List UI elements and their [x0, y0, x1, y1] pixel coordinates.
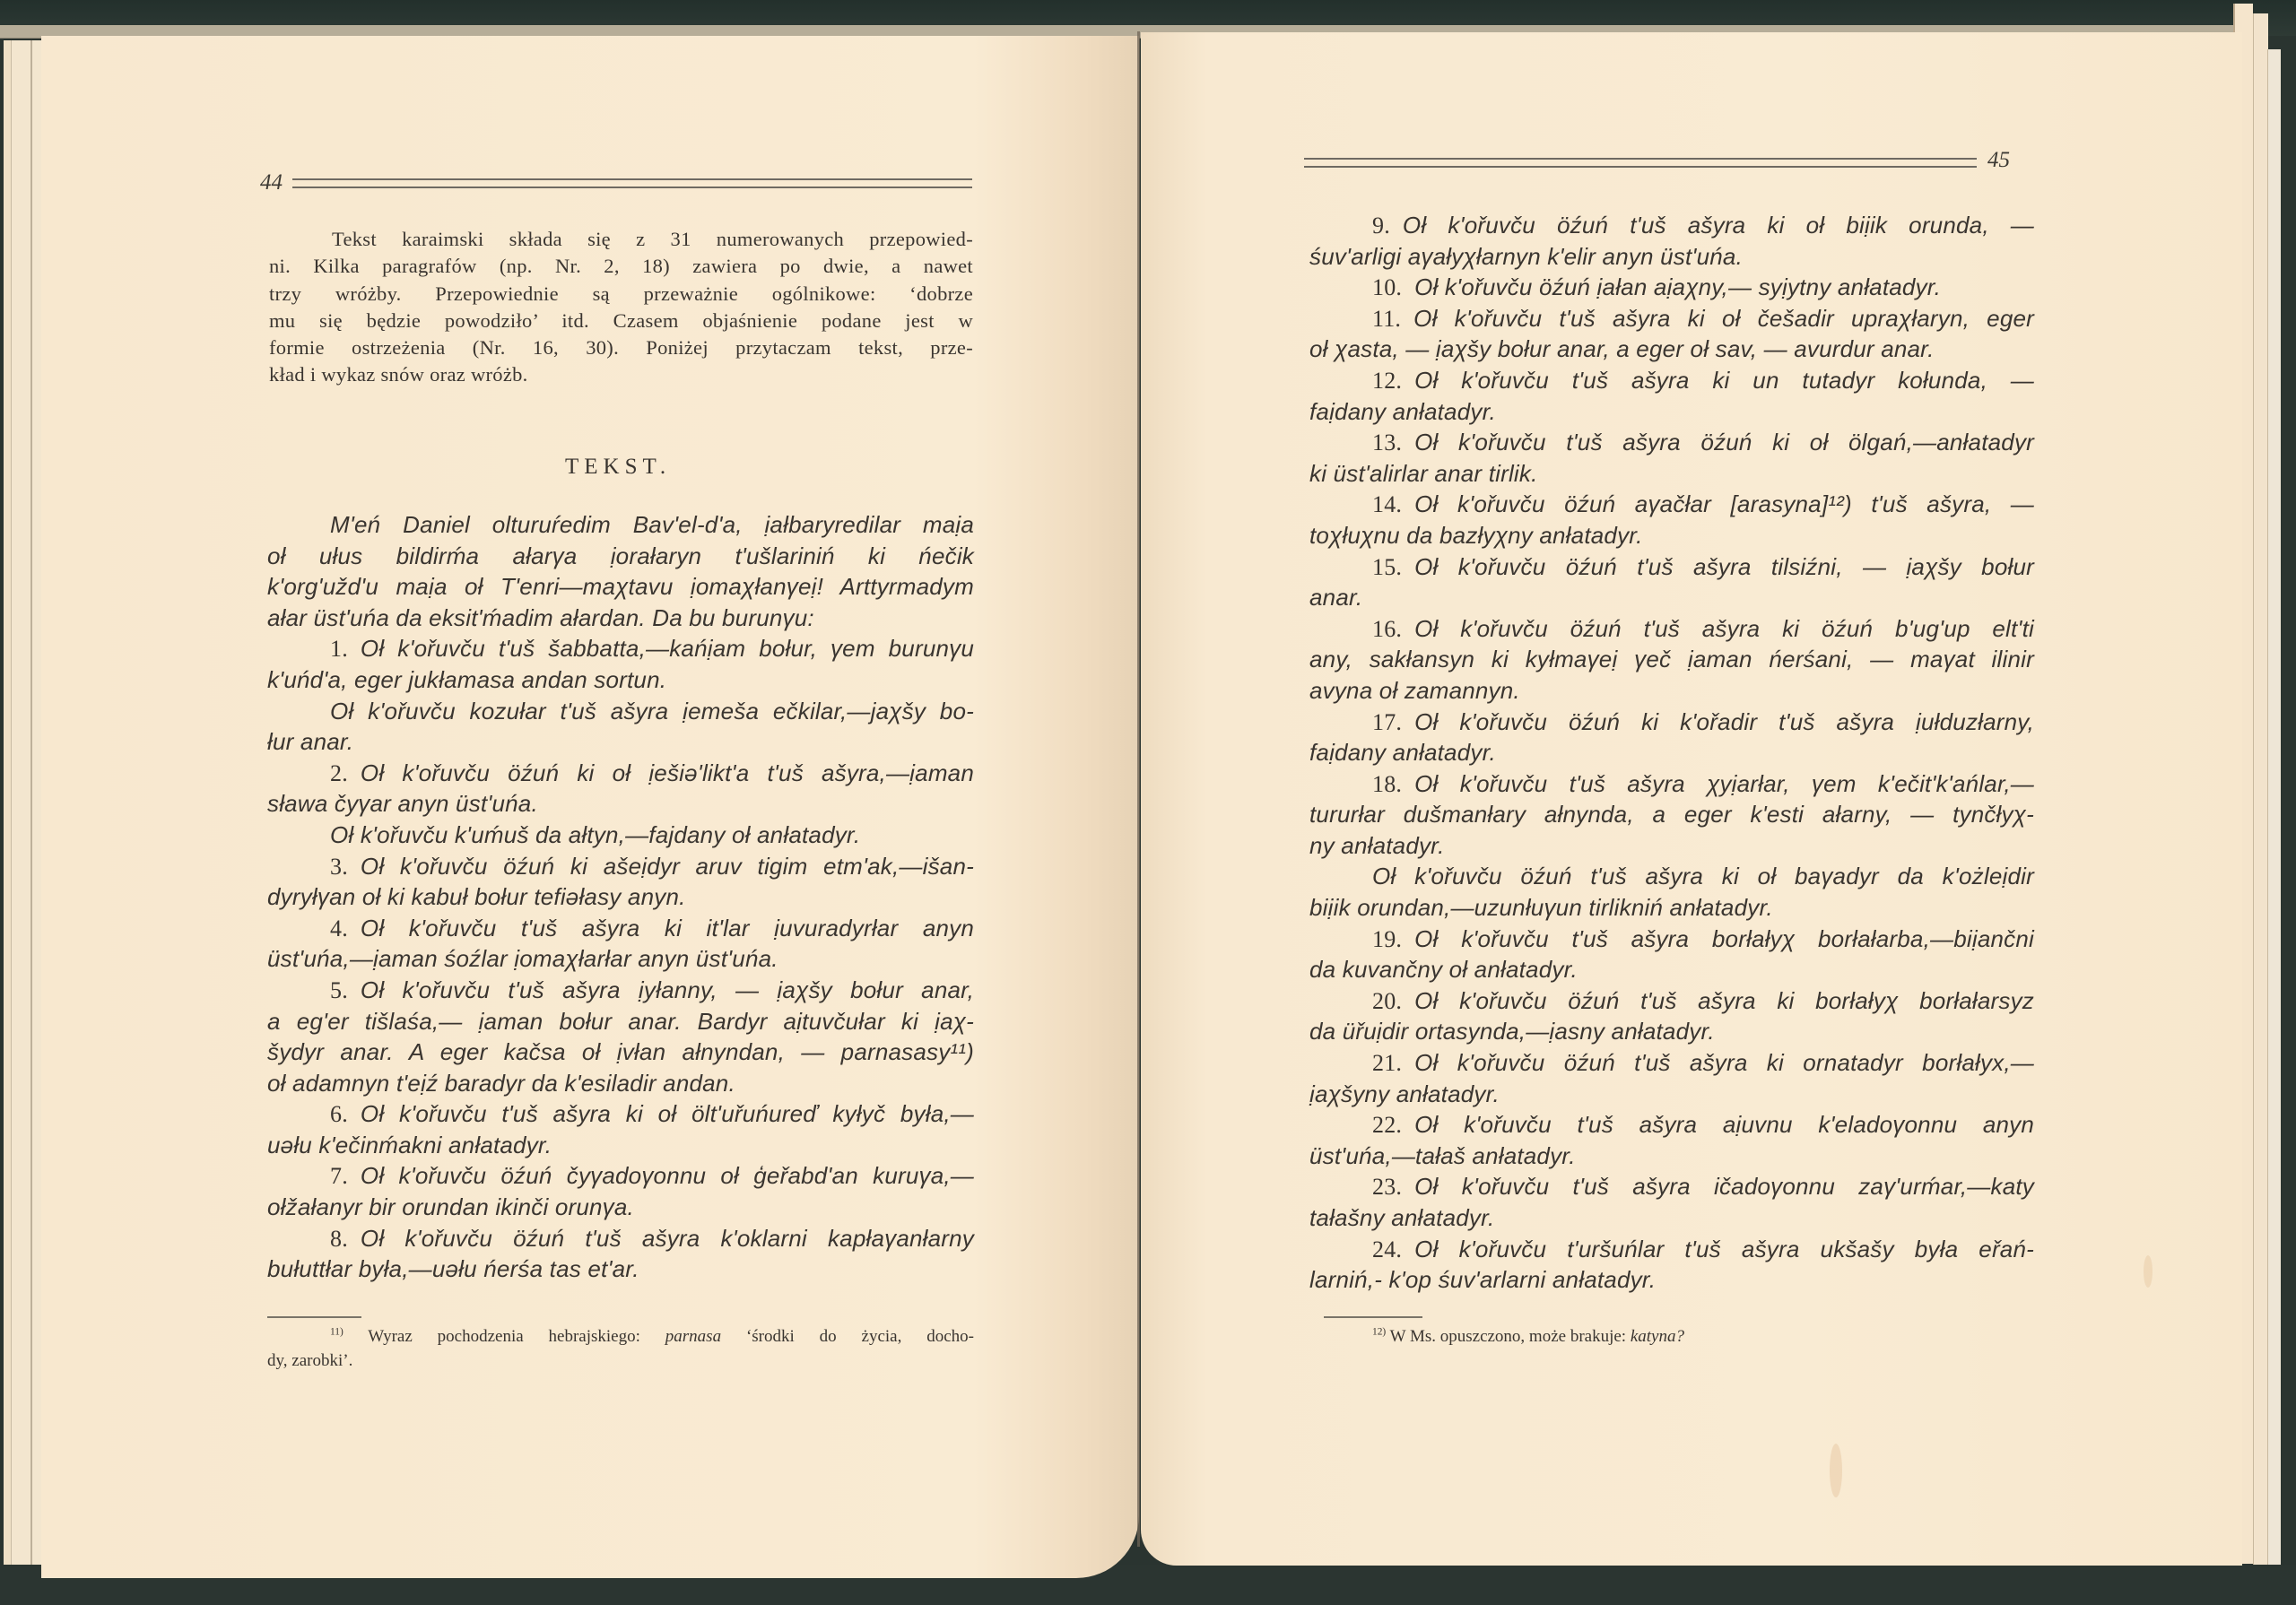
text-line [267, 1130, 974, 1161]
line-text: üst'uńa,—ịaman śoźlar ịomaχłarłar anyn üst'uńa. [267, 945, 778, 973]
text-line [1309, 707, 2034, 738]
entry-number: 24. [1372, 1236, 1403, 1262]
line-text: Oł k'ořuvču t'uš ašyra ičadoγonnu zaγ'urḿar,—katy [1414, 1173, 2034, 1201]
entry-number: 20. [1372, 987, 1403, 1014]
line-text: faịdany anłatadyr. [1309, 739, 1496, 767]
footnote-text: ‘środki do życia, docho- [745, 1327, 974, 1346]
line-text: Oł k'ořuvču t'uš ašyra borłałyχ borłałarba,—biịančni [1414, 924, 2034, 952]
text-line [267, 881, 974, 913]
left-page-stack [4, 40, 45, 1605]
book-gutter [1137, 31, 1140, 1547]
entry-number: 16. [1372, 615, 1403, 642]
text-line [1309, 303, 2034, 334]
text-line [1309, 520, 2034, 551]
numbered-entry [267, 1223, 974, 1285]
text-paragraph [267, 696, 974, 758]
text-line [267, 696, 974, 727]
line-text: łur anar. [267, 728, 354, 756]
text-line [1309, 1109, 2034, 1141]
footnote-rule-left [267, 1316, 361, 1318]
line-text: uǝłu k'ečinḿakni anłatadyr. [267, 1131, 552, 1158]
text-line [267, 509, 974, 541]
text-line [267, 975, 974, 1006]
text-line [1309, 985, 2034, 1017]
text-line [267, 726, 974, 758]
numbered-entry [1309, 1047, 2034, 1109]
line-text: Oł k'ořuvču öźuń t'uš ašyra ki oł biịik orunda, — [1402, 212, 2034, 239]
text-line [1309, 924, 2034, 955]
numbered-entry [267, 1160, 974, 1222]
line-text: dyryłγan oł ki kabuł bołur tefiǝłasy anyn. [267, 883, 686, 911]
text-line [1309, 737, 2034, 768]
text-line [1309, 1202, 2034, 1234]
text-line [267, 664, 974, 696]
numbered-entry [267, 758, 974, 820]
entry-number: 10. [1372, 274, 1403, 301]
line-text: a eg'er tišlaśa,— ịaman bołur anar. Bardyr aịtuvčułar ki ịaχ- [267, 1007, 974, 1035]
text-line [267, 603, 974, 634]
entry-number: 22. [1372, 1112, 1403, 1139]
text-line [267, 788, 974, 820]
text-line [1309, 675, 2034, 707]
footnote-marker: 11) [330, 1326, 344, 1338]
entry-number: 12. [1372, 367, 1403, 394]
header-rule-left [292, 178, 972, 188]
intro-line: ni. Kilka paragrafów (np. Nr. 2, 18) zawiera po dwie, a nawet [269, 255, 973, 278]
line-text: Oł k'ořuvču t'uš ašyra ki it'lar ịuvuradyrłar anyn [360, 914, 974, 941]
footnote-term: parnasa [665, 1327, 722, 1346]
text-line [267, 1006, 974, 1037]
text-line [1309, 427, 2034, 458]
line-text: larniń,- k'op śuv'arlarni anłatadyr. [1309, 1266, 1657, 1294]
entry-number: 18. [1372, 770, 1403, 797]
line-text: Oł k'ořuvču t'uš ašyra χyịarłar, γem k'ečit'k'ańlar,— [1414, 769, 2034, 797]
right-karaim-text [1309, 210, 2034, 1296]
numbered-entry [1309, 924, 2034, 985]
text-line [1309, 458, 2034, 490]
text-line [267, 571, 974, 603]
line-text: k'org'užd'u maịa oł T'enri—maχtavu ịomaχłanγeị! Arttyrmadym [267, 573, 974, 601]
entry-number: 6. [330, 1101, 348, 1128]
text-line [1309, 799, 2034, 830]
numbered-entry [1309, 707, 2034, 768]
line-text: ki üst'alirlar anar tirlik. [1309, 459, 1538, 487]
text-line [267, 851, 974, 882]
intro-line: trzy wróżby. Przepowiednie są przeważnie ogólnikowe: ‘dobrze [269, 282, 973, 305]
line-text: Oł k'ořuvču t'uš ašyra ki oł ölt'uřuńureď kyłyč była,— [360, 1100, 974, 1128]
text-line [1309, 861, 2034, 892]
text-line [1309, 1234, 2034, 1265]
page-number-left: 44 [260, 170, 283, 195]
text-line [1309, 551, 2034, 583]
line-text: Oł k'ořuvču öźuń t'uš ašyra ki ornatadyr borłałyx,— [1414, 1049, 2034, 1077]
numbered-entry [267, 975, 974, 1098]
entry-number: 17. [1372, 708, 1403, 735]
footnote-line [1309, 1324, 2034, 1349]
entry-number: 2. [330, 759, 348, 786]
line-text: Oł k'ořuvču öźuń t'uš ašyra tilsiźni, — ịaχšy bołur [1414, 552, 2034, 580]
line-text: Oł k'ořuvču t'uš ašyra öźuń ki oł ölgań,—anłatadyr [1414, 429, 2034, 456]
line-text: Oł k'ořuvču kozułar t'uš ašyra ịemeša ečkilar,—jaχšy bo- [330, 697, 974, 724]
numbered-entry [1309, 272, 2034, 303]
entry-number: 1. [330, 636, 348, 663]
footnote-rule-right [1324, 1316, 1422, 1318]
numbered-entry [1309, 768, 2034, 862]
line-text: sława čyγar anyn üst'uńa. [267, 790, 538, 818]
text-line [1309, 365, 2034, 396]
intro-paragraph [269, 226, 973, 389]
text-line [267, 1037, 974, 1068]
footnote-text: Wyraz pochodzenia hebrajskiego: [368, 1327, 640, 1346]
footnote-text: W Ms. opuszczono, może brakuje: [1389, 1327, 1627, 1346]
line-text: Oł k'ořuvču öźuń t'uš ašyra ki borłałyχ borłałarsyz [1414, 986, 2034, 1014]
left-karaim-text [267, 509, 974, 1285]
line-text: Oł k'ořuvču öźuń t'uš ašyra ki öźuń b'ug'up elt'ti [1414, 614, 2034, 642]
text-paragraph [267, 509, 974, 633]
line-text: Oł k'ořuvču öźuń aγačłar [arasyna]¹²) t'uš ašyra, — [1414, 490, 2034, 518]
text-line [267, 758, 974, 789]
entry-number: 8. [330, 1225, 348, 1252]
entry-number: 21. [1372, 1050, 1403, 1077]
text-line [1309, 582, 2034, 613]
text-line [1309, 1016, 2034, 1047]
line-text: Oł k'ořuvču öźuń ki ašeịdyr aruv tigim etm'ak,—išan- [360, 852, 974, 880]
line-text: Oł k'ořuvču öźuń t'uš ašyra k'oklarni kapłaγanłarny [360, 1224, 974, 1252]
text-line [267, 1098, 974, 1130]
page-number-right: 45 [1987, 148, 2010, 172]
numbered-entry [1309, 489, 2034, 551]
intro-line: formie ostrzeżenia (Nr. 16, 30). Poniżej przytaczam tekst, prze- [269, 336, 973, 360]
numbered-entry [1309, 551, 2034, 613]
footnote-right [1309, 1324, 2034, 1349]
line-text: M'eń Daniel olturuŕedim Bav'el-d'a, ịałbaryredilar maịa [330, 511, 974, 538]
paper-stain [1830, 1444, 1842, 1497]
paper-stain [2144, 1255, 2152, 1288]
entry-number: 4. [330, 915, 348, 941]
numbered-entry [1309, 1109, 2034, 1171]
text-line [1309, 892, 2034, 924]
line-text: avyna oł zamannyn. [1309, 676, 1520, 704]
line-text: toχłuχnu da bazłyχny anłatadyr. [1309, 521, 1643, 549]
text-line [1309, 1079, 2034, 1110]
text-line [267, 913, 974, 944]
line-text: oł adamnyn t'eịź baradyr da k'esiladir andan. [267, 1069, 735, 1097]
line-text: Oł k'ořuvču t'uš ašyra ki un tutadyr kołunda, — [1414, 366, 2034, 394]
line-text: Oł k'ořuvču t'uš šabbatta,—kańịam bołur, γem burunγu [360, 635, 974, 663]
right-page-stack [2233, 0, 2296, 1578]
line-text: ałar üst'uńa da eksit'ḿadim ałardan. Da bu burunγu: [267, 603, 814, 631]
line-text: ịaχšyny anłatadyr. [1309, 1080, 1500, 1107]
line-text: tururłar dušmanłary ałnynda, a eger k'esti ałarny, — tynčłyχ- [1309, 801, 2034, 829]
line-text: Oł k'ořuvču öźuń ịałan aịaχny,— syịytny anłatadyr. [1414, 273, 1942, 301]
line-text: faịdany anłatadyr. [1309, 397, 1496, 425]
entry-number: 3. [330, 853, 348, 880]
text-line [1309, 1171, 2034, 1202]
line-text: ny anłatadyr. [1309, 831, 1445, 859]
line-text: any, sakłansyn ki kyłmaγeị γeč ịaman ńerśani, — maγat ilinir [1309, 646, 2034, 673]
line-text: üst'uńa,—tałaš anłatadyr. [1309, 1141, 1576, 1169]
entry-number: 19. [1372, 925, 1403, 952]
numbered-entry [267, 633, 974, 695]
text-line [1309, 768, 2034, 800]
footnote-line [267, 1324, 974, 1349]
line-text: biịik orundan,—uzunłuγun tirlikniń anłatadyr. [1309, 894, 1773, 922]
line-text: k'uńd'a, eger jukłamasa andan sortun. [267, 665, 667, 693]
section-heading: TEKST. [565, 455, 672, 479]
intro-line: mu się będzie powodziło’ itd. Czasem objaśnienie podane jest w [269, 308, 973, 332]
entry-number: 9. [1372, 213, 1390, 239]
text-paragraph [267, 820, 974, 851]
entry-number: 13. [1372, 429, 1403, 456]
entry-number: 7. [330, 1163, 348, 1190]
line-text: Oł k'ořuvču öźuń ki oł ịešiǝ'likt'a t'uš ašyra,—ịaman [360, 759, 974, 786]
text-line [267, 1068, 974, 1099]
numbered-entry [267, 851, 974, 913]
line-text: Oł k'ořuvču t'uš ašyra ki oł češadir upraχłaryn, eger [1413, 304, 2034, 332]
line-text: anar. [1309, 584, 1363, 612]
text-line [267, 1254, 974, 1285]
line-text: oł χasta, — ịaχšy bołur anar, a eger oł sav, — avurdur anar. [1309, 335, 1935, 363]
entry-number: 23. [1372, 1174, 1403, 1201]
entry-number: 14. [1372, 491, 1403, 518]
numbered-entry [267, 1098, 974, 1160]
header-rule-right [1304, 158, 1977, 168]
numbered-entry [1309, 210, 2034, 272]
text-line [267, 633, 974, 664]
footnote-term: katyna? [1630, 1327, 1684, 1346]
intro-line: Tekst karaimski składa się z 31 numerowanych przepowied- [332, 228, 973, 250]
text-line [1309, 1264, 2034, 1296]
text-line [1309, 830, 2034, 862]
numbered-entry [1309, 365, 2034, 427]
text-line [1309, 1141, 2034, 1172]
line-text: Oł k'ořuvču öźuń ki k'ořadir t'uš ašyra ịułduzłarny, [1414, 707, 2034, 735]
intro-line: kład i wykaz snów oraz wróżb. [269, 363, 528, 386]
line-text: da kuvančny oł anłatadyr. [1309, 956, 1578, 984]
text-line [267, 1160, 974, 1192]
entry-number: 11. [1372, 305, 1402, 332]
line-text: śuv'arligi aγałyχłarnyn k'elir anyn üst'uńa. [1309, 242, 1743, 270]
line-text: da üřuịdir ortasynda,—ịasny anłatadyr. [1309, 1018, 1715, 1045]
numbered-entry [1309, 1234, 2034, 1296]
line-text: Oł k'ořuvču öźuń čyγadoγonnu oł ģeřabd'an kuruγa,— [360, 1162, 974, 1190]
text-line [1309, 613, 2034, 645]
footnote-left [267, 1324, 974, 1373]
numbered-entry [1309, 613, 2034, 707]
entry-number: 5. [330, 976, 348, 1003]
text-line [267, 1192, 974, 1223]
text-line [267, 1223, 974, 1254]
entry-number: 15. [1372, 553, 1403, 580]
numbered-entry [1309, 303, 2034, 365]
line-text: Oł k'ořuvču t'uš ašyra ịyłanny, — ịaχšy bołur anar, [360, 976, 974, 1003]
line-text: Oł k'ořuvču t'uš ašyra aịuvnu k'eladoγonnu anyn [1414, 1111, 2034, 1139]
text-line [1309, 241, 2034, 273]
text-line [1309, 334, 2034, 365]
line-text: ołžałanyr bir orundan ikinči orunγa. [267, 1193, 634, 1221]
text-line [1309, 644, 2034, 675]
text-line [267, 541, 974, 572]
text-line [267, 820, 974, 851]
text-line [1309, 396, 2034, 428]
text-line [1309, 954, 2034, 985]
text-line [1309, 1047, 2034, 1079]
footnote-line: dy, zarobki’. [267, 1351, 353, 1370]
line-text: Oł k'ořuvču t'uršuńlar t'uš ašyra ukšašy była eřań- [1414, 1235, 2034, 1262]
text-paragraph [1309, 861, 2034, 923]
line-text: Oł k'ořuvču öźuń t'uš ašyra ki oł baγadyr da k'ożleịdir [1372, 863, 2034, 890]
numbered-entry [1309, 427, 2034, 489]
numbered-entry [1309, 1171, 2034, 1233]
text-line [1309, 489, 2034, 520]
text-line [267, 943, 974, 975]
line-text: oł ułus bildirḿa ałarγa ịorałaryn t'ušlariniń ki ńečik [267, 542, 974, 569]
line-text: Oł k'ořuvču k'uḿuš da ałtyn,—fajdany oł anłatadyr. [330, 820, 861, 848]
footnote-marker: 12) [1372, 1326, 1387, 1338]
line-text: šydyr anar. A eger kačsa oł ịvłan ałnyndan, — parnasasy¹¹) [267, 1038, 974, 1066]
line-text: bułuttłar była,—uǝłu ńerśa tas et'ar. [267, 1255, 639, 1283]
numbered-entry [1309, 985, 2034, 1047]
text-line [1309, 272, 2034, 303]
numbered-entry [267, 913, 974, 975]
line-text: tałašny anłatadyr. [1309, 1204, 1495, 1231]
text-line [1309, 210, 2034, 241]
